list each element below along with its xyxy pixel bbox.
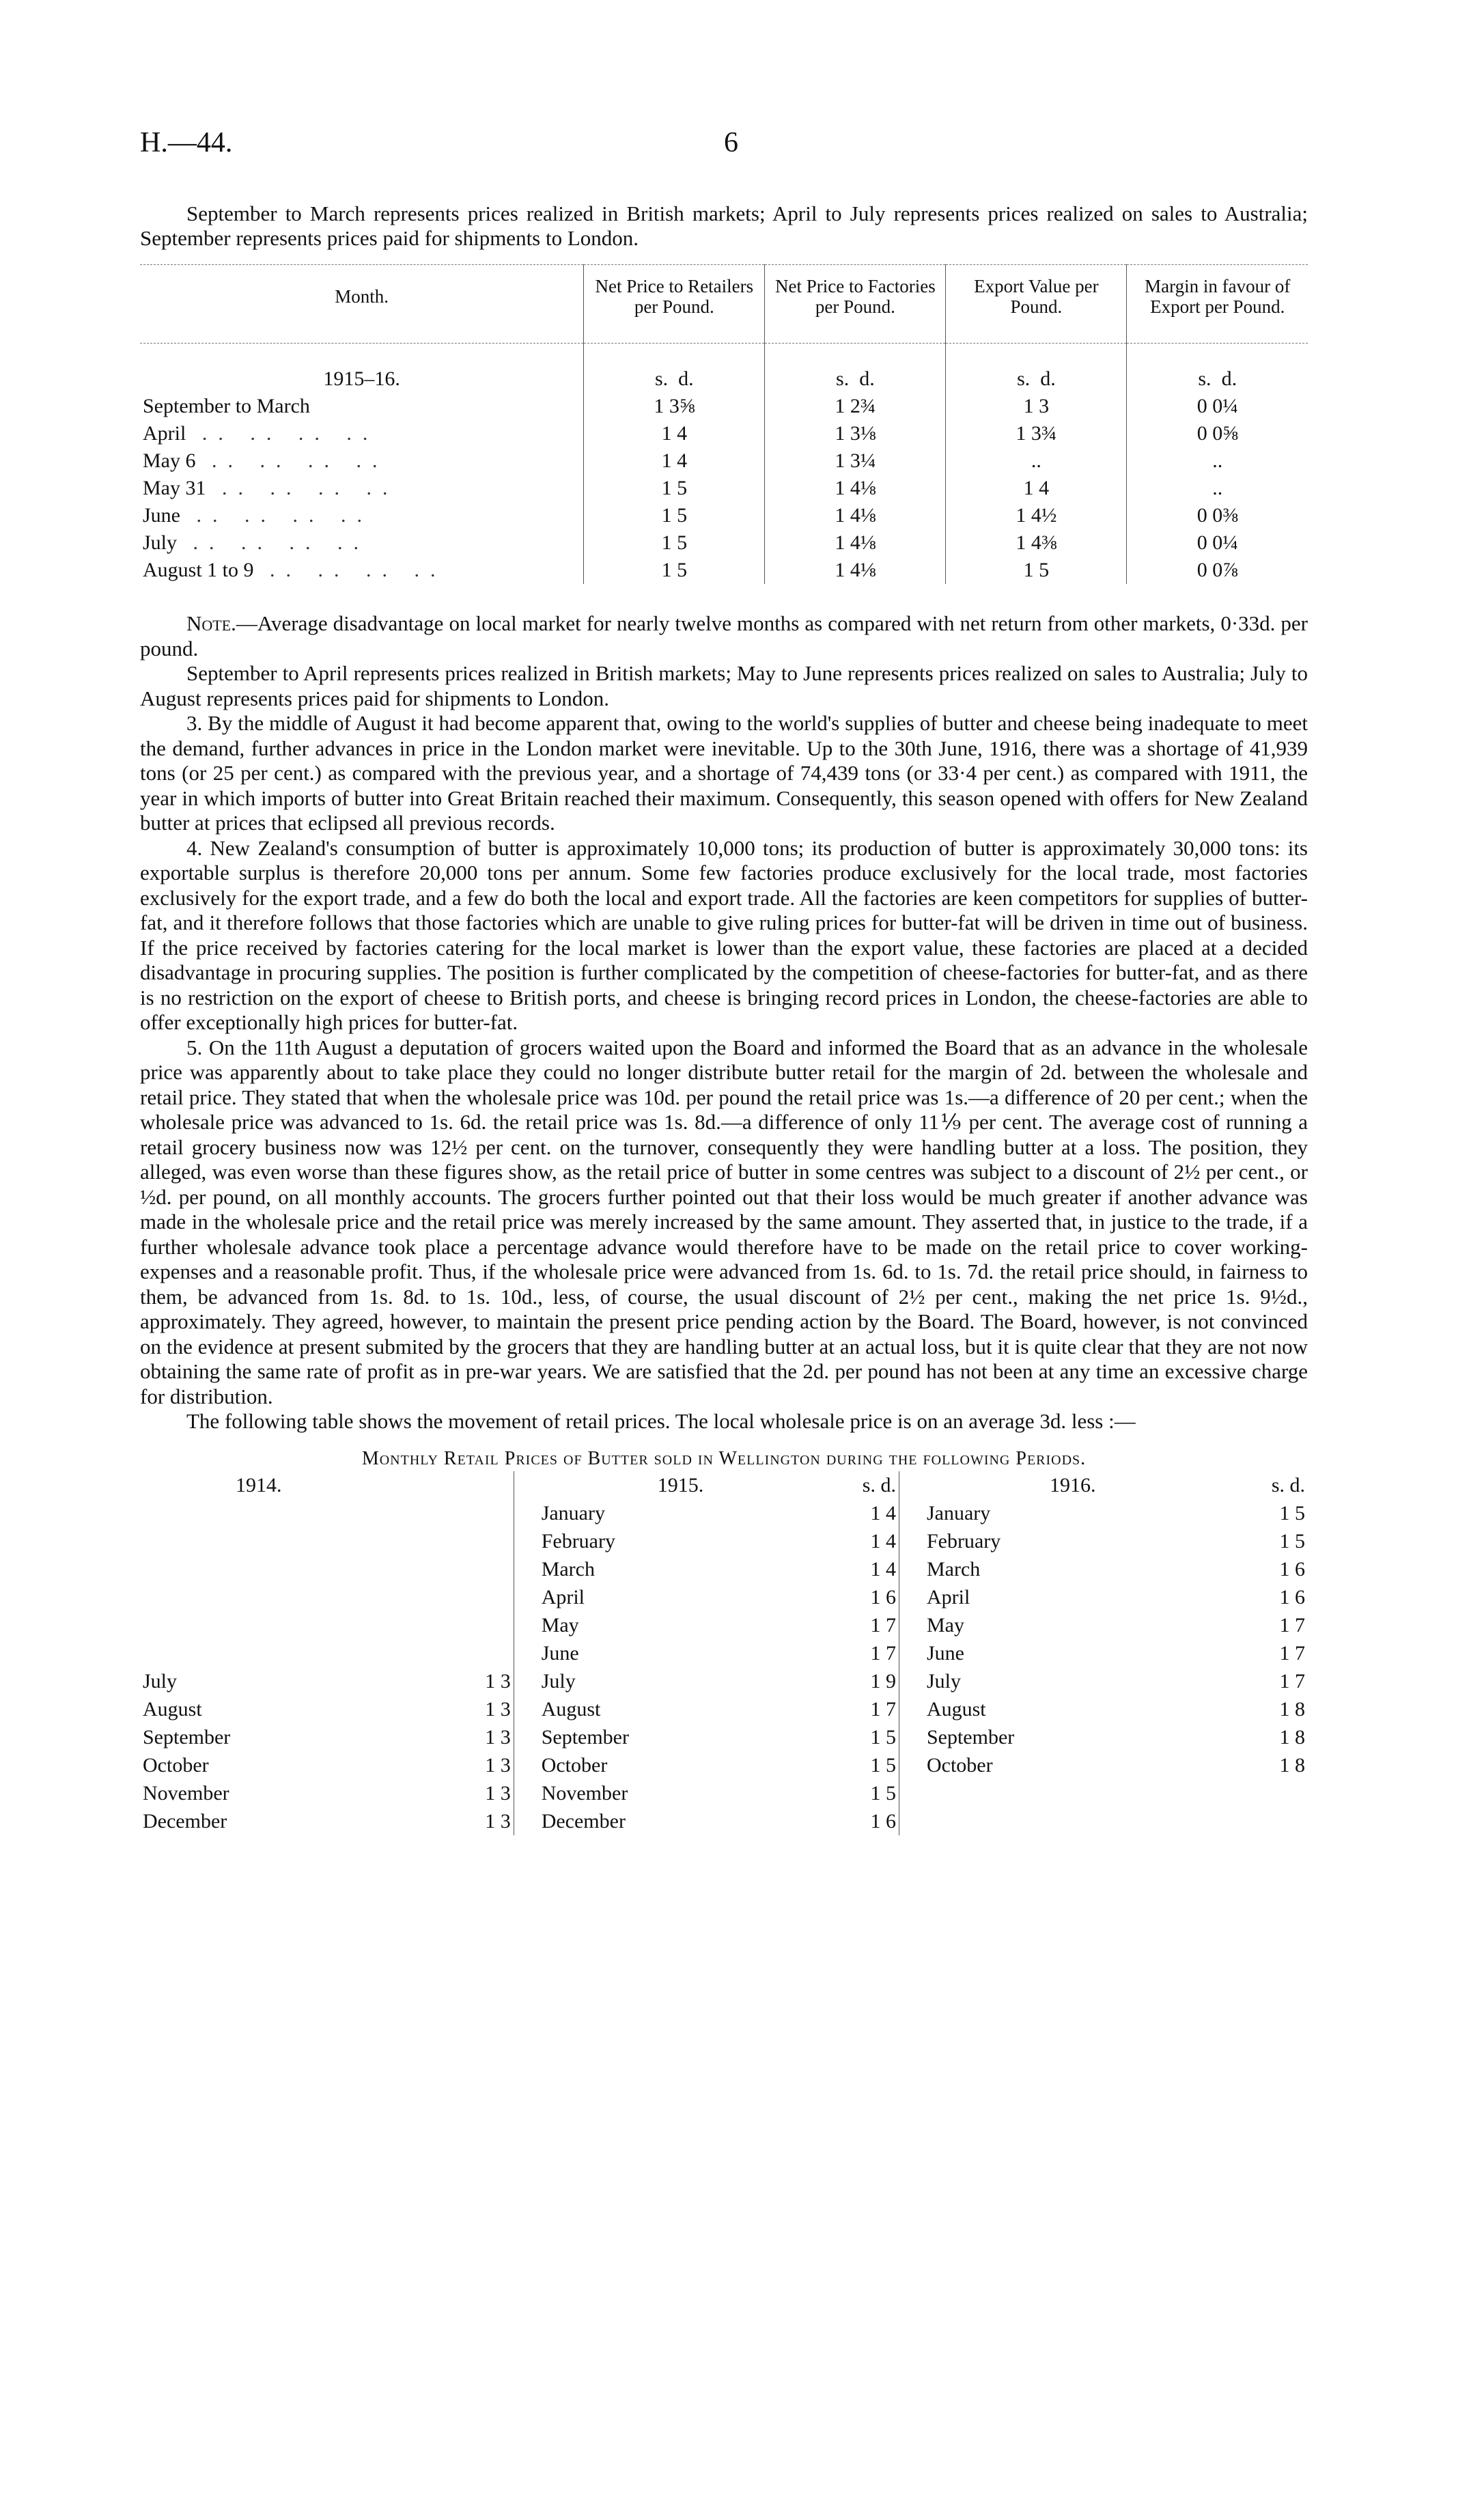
table-row [140, 529, 1308, 557]
price-1916-cell [1168, 1779, 1308, 1807]
month-1914-cell: August [143, 1697, 202, 1721]
export-value-cell: 1 4½ [946, 502, 1127, 529]
price-1916-cell: 1 6 [1279, 1557, 1305, 1580]
month-1916-cell: June [899, 1639, 1167, 1667]
table-row [140, 447, 1308, 475]
leader-dots: .. .. .. .. [195, 449, 389, 472]
paragraph: 4. New Zealand's consumption of butter is approximately 10,000 tons; its production of butter is approximately 30,000 tons: its exportable surplus is therefore 20,000 tons per annum. Some few factories produce exclusively for the local trade, most factories exclusively for the export trade, and a few do both the local and export trade. All the factories are keen competitors for supplies of butter-fat, and it therefore follows that those factories which are unable to give ruling prices for butter-fat will be driven in time out of business. If the price received by factories catering for the local market is lower than the export value, these factories are placed at a decided disadvantage in procuring supplies. The position is further complicated by the competition of cheese-factories for butter-fat, and as there is no restriction on the export of cheese to British ports, and cheese is bringing record prices in London, the cheese-factories are able to offer exceptionally high prices for butter-fat. [140, 835, 1308, 1034]
table-row [140, 420, 1308, 447]
margin-cell: 0 0⅝ [1127, 420, 1308, 447]
year-header-row [140, 1471, 1308, 1499]
paragraph: September to April represents prices realized in British markets; May to June represents prices realized on sales to Australia; July to August represents prices paid for shipments to London. [140, 661, 1308, 710]
table-row [140, 1807, 1308, 1835]
price-1914-cell [374, 1499, 514, 1527]
month-1916-cell: July [899, 1667, 1167, 1695]
margin-cell: 0 0⅜ [1127, 502, 1308, 529]
month-1916-cell: March [899, 1555, 1167, 1583]
unit-label: s. d. [1271, 1473, 1305, 1496]
margin-cell: 0 0¼ [1127, 393, 1308, 420]
price-1915-cell: 1 5 [870, 1781, 896, 1805]
retail-price-cell: 1 5 [584, 529, 765, 557]
page-number: 6 [724, 127, 738, 158]
year-label: 1915–16. [323, 367, 400, 390]
price-1914-cell: 1 3 [485, 1697, 511, 1721]
factory-price-cell: 1 2¾ [765, 393, 946, 420]
price-1915-cell: 1 5 [870, 1753, 896, 1777]
month-1915-cell: June [514, 1639, 759, 1667]
price-1916-cell: 1 5 [1279, 1529, 1305, 1552]
month-cell: July .. .. .. .. [143, 531, 370, 554]
table-row [140, 1779, 1308, 1807]
page-header [140, 126, 1308, 181]
export-value-cell: 1 3¾ [946, 420, 1127, 447]
month-cell: September to March [143, 395, 310, 417]
column-header-margin: Margin in favour of Export per Pound. [1127, 265, 1308, 344]
month-1915-cell: October [514, 1751, 759, 1779]
price-1914-cell [374, 1527, 514, 1555]
table-row [140, 1555, 1308, 1583]
month-1914-cell [140, 1583, 374, 1611]
table-row [140, 475, 1308, 502]
margin-cell: 0 0⅞ [1127, 557, 1308, 584]
margin-cell: 0 0¼ [1127, 529, 1308, 557]
price-1914-cell [374, 1611, 514, 1639]
paragraph: 3. By the middle of August it had become apparent that, owing to the world's supplies of butter and cheese being inadequate to meet the demand, further advances in price in the London market were inevitable. Up to the 30th June, 1916, there was a shortage of 41,939 tons (or 25 per cent.) as compared with the previous year, and a shortage of 74,439 tons (or 33·4 per cent.) as compared with 1911, the year in which imports of butter into Great Britain reached their maximum. Consequently, this season opened with offers for New Zealand butter at prices that eclipsed all previous records. [140, 711, 1308, 835]
month-cell: April .. .. .. .. [143, 422, 379, 445]
margin-cell: .. [1127, 447, 1308, 475]
note-paragraph [140, 611, 1308, 661]
column-header-retailers: Net Price to Retailers per Pound. [584, 265, 765, 344]
price-1916-cell: 1 7 [1279, 1669, 1305, 1693]
month-1915-cell: April [514, 1583, 759, 1611]
month-1914-cell: November [143, 1781, 229, 1805]
note-label: Note. [186, 611, 236, 635]
price-comparison-table [140, 264, 1308, 584]
price-1915-cell: 1 6 [870, 1809, 896, 1833]
price-1916-cell: 1 7 [1279, 1641, 1305, 1665]
month-1914-cell [140, 1639, 374, 1667]
document-reference: H.—44. [140, 127, 233, 158]
unit-label: s. d. [946, 344, 1127, 393]
price-1915-cell: 1 6 [870, 1585, 896, 1608]
price-1915-cell: 1 9 [870, 1669, 896, 1693]
table-row [140, 1723, 1308, 1751]
factory-price-cell: 1 4⅛ [765, 475, 946, 502]
price-1916-cell: 1 8 [1279, 1697, 1305, 1721]
year-row [140, 344, 1308, 393]
table-row [140, 393, 1308, 420]
retail-price-cell: 1 4 [584, 447, 765, 475]
document-page [140, 126, 1308, 1835]
month-1914-cell [140, 1527, 374, 1555]
month-1915-cell: March [514, 1555, 759, 1583]
table-row [140, 1583, 1308, 1611]
export-value-cell: 1 4 [946, 475, 1127, 502]
price-1915-cell: 1 7 [870, 1613, 896, 1637]
retail-price-cell: 1 5 [584, 557, 765, 584]
retail-price-cell: 1 5 [584, 502, 765, 529]
month-1915-cell: August [514, 1695, 759, 1723]
export-value-cell: 1 3 [946, 393, 1127, 420]
price-1916-cell [1168, 1807, 1308, 1835]
month-1916-cell: October [899, 1751, 1167, 1779]
price-1914-cell: 1 3 [485, 1725, 511, 1749]
retail-price-cell: 1 5 [584, 475, 765, 502]
intro-paragraph: September to March represents prices realized in British markets; April to July represents prices realized on sales to Australia; September represents prices paid for shipments to London. [140, 201, 1308, 250]
price-1915-cell: 1 7 [870, 1697, 896, 1721]
price-1914-cell [374, 1639, 514, 1667]
export-value-cell: 1 4⅜ [946, 529, 1127, 557]
column-header-month: Month. [140, 265, 584, 344]
price-1915-cell: 1 4 [870, 1529, 896, 1552]
month-1916-cell: May [899, 1611, 1167, 1639]
month-1916-cell [899, 1807, 1167, 1835]
export-value-cell: 1 5 [946, 557, 1127, 584]
leader-dots: .. .. .. .. [177, 531, 370, 554]
unit-label: s. d. [862, 1473, 896, 1496]
month-cell: June .. .. .. .. [143, 504, 373, 527]
month-1916-cell: August [899, 1695, 1167, 1723]
table-row [140, 1639, 1308, 1667]
year-1914: 1914. [236, 1473, 282, 1496]
paragraph: The following table shows the movement of retail prices. The local wholesale price is on an average 3d. less :— [186, 1409, 1136, 1433]
paragraph: 5. On the 11th August a deputation of grocers waited upon the Board and informed the Board that as an advance in the wholesale price was apparently about to take place they could no longer distribute butter retail for the margin of 2d. between the wholesale and retail price. They stated that when the wholesale price was 10d. per pound the retail price was 1s.—a difference of 20 per cent.; when the wholesale price was advanced to 1s. 6d. the retail price was 1s. 8d.—a difference of only 11⅑ per cent. The average cost of running a retail grocery business now was 12½ per cent. on the turnover, consequently they were handling butter at a loss. The position, they alleged, was even worse than these figures show, as the retail price of butter in some centres was subject to a discount of 2½ per cent., or ½d. per pound, on all monthly accounts. The grocers further pointed out that their loss would be much greater if another advance was made in the wholesale price and the retail price was merely increased by the same amount. They asserted that, in justice to the trade, if a further wholesale advance took place a percentage advance would therefore have to be made on the retail price to cover working-expenses and a reasonable profit. Thus, if the wholesale price were advanced from 1s. 6d. to 1s. 7d. the retail price should, in fairness to them, be advanced from 1s. 8d. to 1s. 10d., less, of course, the usual discount of 2½ per cent., making the net price 1s. 9½d., approximately. They agreed, however, to maintain the present price pending action by the Board. The Board, however, is not convinced on the evidence at present submited by the grocers that they are handling butter at an actual loss, but it is quite clear that they are not now obtaining the same rate of profit as in pre-war years. We are satisfied that the 2d. per pound has not been at any time an excessive charge for distribution. [140, 1035, 1308, 1408]
month-1914-cell: July [143, 1669, 178, 1693]
factory-price-cell: 1 3⅛ [765, 420, 946, 447]
month-1916-cell: February [899, 1527, 1167, 1555]
month-1915-cell: July [514, 1667, 759, 1695]
month-1914-cell: December [143, 1809, 227, 1833]
year-1915: 1915. [514, 1471, 759, 1499]
price-1915-cell: 1 5 [870, 1725, 896, 1749]
month-1914-cell [140, 1499, 374, 1527]
month-1914-cell: September [143, 1725, 231, 1749]
month-1916-cell: April [899, 1583, 1167, 1611]
month-1915-cell: November [514, 1779, 759, 1807]
price-1916-cell: 1 6 [1279, 1585, 1305, 1608]
margin-cell: .. [1127, 475, 1308, 502]
month-1915-cell: May [514, 1611, 759, 1639]
month-1916-cell [899, 1779, 1167, 1807]
month-1915-cell: September [514, 1723, 759, 1751]
retail-price-cell: 1 4 [584, 420, 765, 447]
monthly-retail-prices-table [140, 1471, 1308, 1835]
leader-dots: .. .. .. .. [206, 477, 399, 499]
price-1914-cell: 1 3 [485, 1753, 511, 1777]
month-1914-cell [140, 1555, 374, 1583]
price-1914-cell [374, 1555, 514, 1583]
column-header-export: Export Value per Pound. [946, 265, 1127, 344]
month-cell: May 6 .. .. .. .. [143, 449, 389, 472]
price-1916-cell: 1 8 [1279, 1753, 1305, 1777]
table-caption: Monthly Retail Prices of Butter sold in Wellington during the following Periods. [361, 1447, 1087, 1469]
unit-label: s. d. [765, 344, 946, 393]
unit-label: s. d. [1127, 344, 1308, 393]
month-1916-cell: January [899, 1499, 1167, 1527]
table-row [140, 502, 1308, 529]
table-header-row [140, 265, 1308, 344]
price-1914-cell [374, 1583, 514, 1611]
table-row [140, 1695, 1308, 1723]
leader-dots: .. .. .. .. [253, 559, 447, 581]
unit-label: s. d. [584, 344, 765, 393]
factory-price-cell: 1 4⅛ [765, 502, 946, 529]
price-1915-cell: 1 7 [870, 1641, 896, 1665]
price-1914-cell: 1 3 [485, 1669, 511, 1693]
leader-dots: .. .. .. .. [186, 422, 379, 445]
table-row [140, 1499, 1308, 1527]
table-row [140, 1751, 1308, 1779]
body-text [140, 611, 1308, 1434]
table-row [140, 1667, 1308, 1695]
month-1915-cell: January [514, 1499, 759, 1527]
price-1915-cell: 1 4 [870, 1557, 896, 1580]
month-1914-cell [140, 1611, 374, 1639]
table-row [140, 1611, 1308, 1639]
year-1916: 1916. [899, 1471, 1167, 1499]
price-1916-cell: 1 7 [1279, 1613, 1305, 1637]
month-1915-cell: December [514, 1807, 759, 1835]
month-cell: August 1 to 9 .. .. .. .. [143, 559, 447, 581]
export-value-cell: .. [946, 447, 1127, 475]
month-cell: May 31 .. .. .. .. [143, 477, 399, 499]
price-1915-cell: 1 4 [870, 1501, 896, 1524]
month-1915-cell: February [514, 1527, 759, 1555]
price-1916-cell: 1 5 [1279, 1501, 1305, 1524]
price-1914-cell: 1 3 [485, 1781, 511, 1805]
table-row [140, 1527, 1308, 1555]
price-1914-cell: 1 3 [485, 1809, 511, 1833]
retail-price-cell: 1 3⅝ [584, 393, 765, 420]
factory-price-cell: 1 4⅛ [765, 557, 946, 584]
factory-price-cell: 1 4⅛ [765, 529, 946, 557]
price-1916-cell: 1 8 [1279, 1725, 1305, 1749]
month-1914-cell: October [143, 1753, 209, 1777]
month-1916-cell: September [899, 1723, 1167, 1751]
leader-dots: .. .. .. .. [180, 504, 373, 527]
note-text: —Average disadvantage on local market for nearly twelve months as compared with net return from other markets, 0·33d. per pound. [140, 611, 1308, 660]
column-header-factories: Net Price to Factories per Pound. [765, 265, 946, 344]
factory-price-cell: 1 3¼ [765, 447, 946, 475]
table-row [140, 557, 1308, 584]
